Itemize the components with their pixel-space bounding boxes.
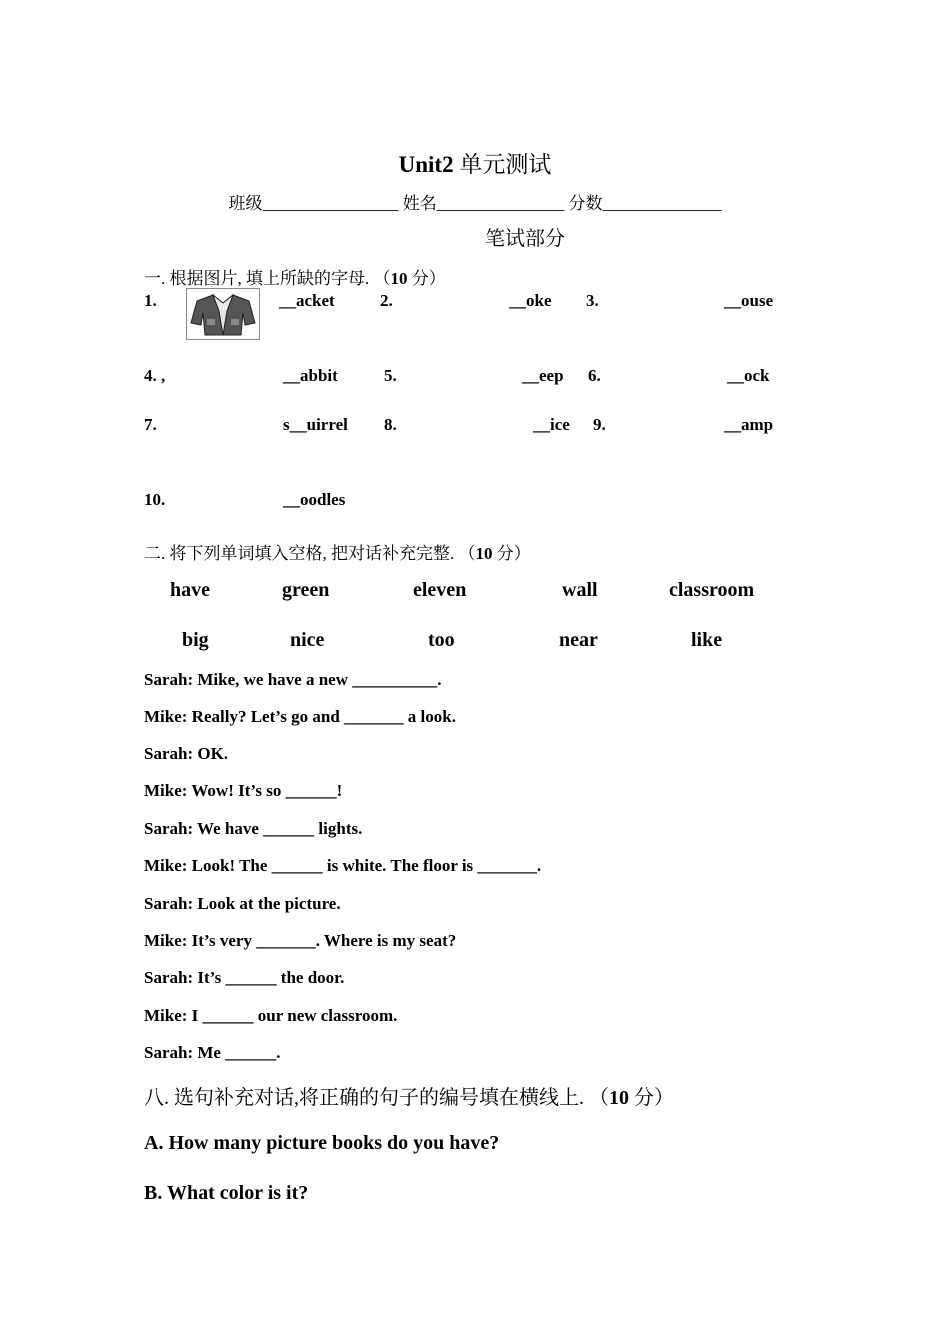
item-number: 1. bbox=[144, 291, 157, 310]
dialogue-line: Mike: It’s very _______. Where is my seat? bbox=[144, 931, 457, 950]
word-bank-item: big bbox=[182, 629, 209, 651]
item-word: __ock bbox=[727, 366, 770, 385]
score-label: 分数 bbox=[568, 194, 603, 213]
item-word: __acket bbox=[279, 291, 335, 310]
dialogue-line: Mike: I ______ our new classroom. bbox=[144, 1006, 398, 1025]
item-number: 10. bbox=[144, 490, 166, 509]
dialogue-line: Mike: Look! The ______ is white. The floor is _______. bbox=[144, 856, 542, 875]
dialogue-line: Mike: Really? Let’s go and _______ a look. bbox=[144, 707, 456, 726]
item-word: __ouse bbox=[724, 291, 774, 310]
word-bank-item: wall bbox=[562, 579, 598, 601]
item-number: 4. , bbox=[144, 366, 166, 385]
item-word: __oke bbox=[509, 291, 552, 310]
item-number: 6. bbox=[588, 366, 601, 385]
student-info-line bbox=[0, 189, 950, 214]
jacket-icon bbox=[186, 288, 260, 340]
option-b: B. What color is it? bbox=[144, 1182, 309, 1204]
item-word: __ice bbox=[533, 415, 570, 434]
dialogue-line: Sarah: Me ______. bbox=[144, 1043, 281, 1062]
dialogue-line: Mike: Wow! It’s so ______! bbox=[144, 781, 343, 800]
option-a: A. How many picture books do you have? bbox=[144, 1132, 500, 1154]
section1-points: 10 bbox=[390, 269, 408, 288]
dialogue-line: Sarah: It’s ______ the door. bbox=[144, 968, 345, 987]
section1-prefix: 一 bbox=[144, 269, 161, 288]
item-number: 2. bbox=[380, 291, 393, 310]
item-word: __abbit bbox=[283, 366, 338, 385]
item-number: 3. bbox=[586, 291, 599, 310]
item-word: __oodles bbox=[283, 490, 346, 509]
title-cn: 单元测试 bbox=[459, 152, 552, 177]
word-bank-item: like bbox=[691, 629, 723, 651]
class-blank: ________________ bbox=[262, 194, 399, 213]
section1-heading bbox=[144, 264, 446, 289]
word-bank-item: near bbox=[559, 629, 598, 651]
section8-points: 10 bbox=[609, 1087, 629, 1109]
item-number: 9. bbox=[593, 415, 606, 434]
item-number: 7. bbox=[144, 415, 157, 434]
section8-heading bbox=[144, 1081, 674, 1110]
dialogue-line: Sarah: Look at the picture. bbox=[144, 894, 341, 913]
word-bank-item: nice bbox=[290, 629, 325, 651]
dialogue-line: Sarah: Mike, we have a new __________. bbox=[144, 670, 442, 689]
item-number: 5. bbox=[384, 366, 397, 385]
section2-points: 10 bbox=[475, 544, 493, 563]
name-label: 姓名 bbox=[402, 194, 437, 213]
item-number: 8. bbox=[384, 415, 397, 434]
word-bank-item: classroom bbox=[669, 579, 755, 601]
section2-heading bbox=[144, 539, 531, 564]
section1-text: . 根据图片, 填上所缺的字母. （ bbox=[161, 269, 391, 288]
section8-text: 八. 选句补充对话,将正确的句子的编号填在横线上. （ bbox=[144, 1087, 609, 1109]
word-bank-item: have bbox=[170, 579, 210, 601]
item-word: __eep bbox=[522, 366, 564, 385]
page-title bbox=[0, 146, 950, 179]
section2-text: . 将下列单词填入空格, 把对话补充完整. （ bbox=[161, 544, 476, 563]
section8-suffix: 分） bbox=[629, 1087, 674, 1109]
section1-suffix: 分） bbox=[407, 269, 446, 288]
name-blank: _______________ bbox=[436, 194, 565, 213]
section-subtitle: 笔试部分 bbox=[485, 228, 565, 250]
section2-suffix: 分） bbox=[492, 544, 531, 563]
word-bank-item: green bbox=[282, 579, 330, 601]
class-label: 班级 bbox=[228, 194, 263, 213]
word-bank-item: eleven bbox=[413, 579, 467, 601]
item-word: s__uirrel bbox=[283, 415, 348, 434]
word-bank-item: too bbox=[428, 629, 455, 651]
dialogue-line: Sarah: OK. bbox=[144, 744, 229, 763]
section2-prefix: 二 bbox=[144, 544, 161, 563]
score-blank: ______________ bbox=[602, 194, 722, 213]
dialogue-line: Sarah: We have ______ lights. bbox=[144, 819, 363, 838]
item-word: __amp bbox=[724, 415, 774, 434]
title-unit: Unit2 bbox=[398, 152, 454, 177]
